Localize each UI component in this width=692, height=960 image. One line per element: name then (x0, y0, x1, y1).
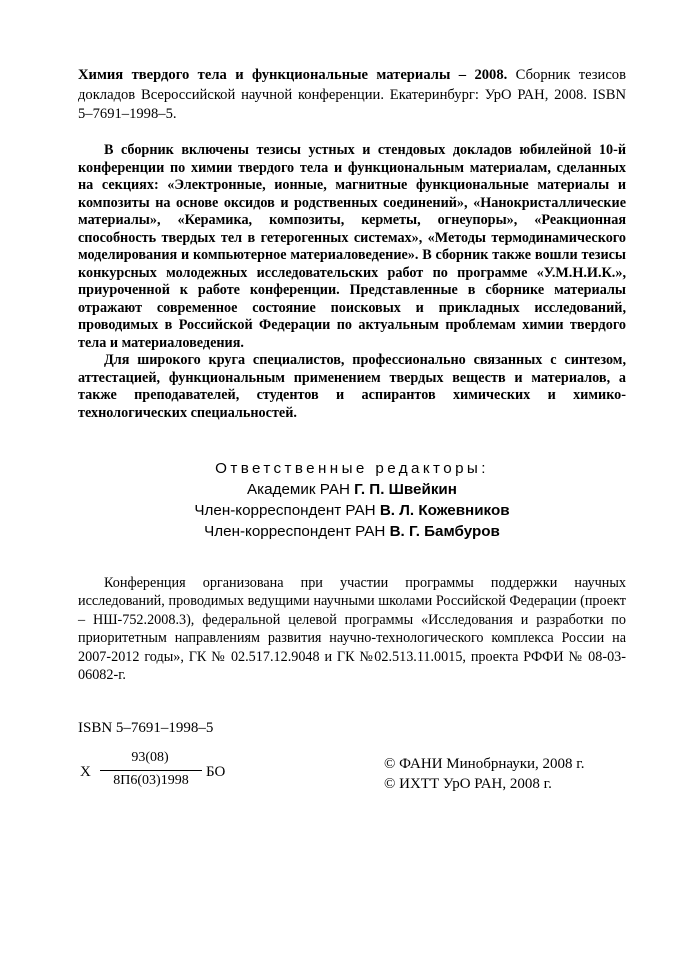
classification-numerator: 93(08) (131, 750, 169, 765)
funding-paragraph: Конференция организована при участии программы поддержки научных исследований, проводимых ведущими научными школами Российской Федерации (проект – НШ-752.2008.3), федеральной целевой программы «Исследования и разработки по приоритетным направлениям развития научно-технологического комплекса России на 2007-2012 годы», ГК № 02.517.12.9048 и ГК №02.513.11.0015, проекта РФФИ № 08-03-06082-г. (78, 575, 626, 684)
classification-prefix: Х (80, 764, 91, 780)
editor-entry (78, 500, 626, 521)
classification-suffix: БО (206, 764, 226, 780)
abstract (78, 142, 626, 422)
classification-denominator: 8П6(03)1998 (113, 773, 189, 788)
editor-entry (78, 479, 626, 500)
editors-block (78, 458, 626, 542)
editor-entry (78, 521, 626, 542)
copyright-line: © ФАНИ Минобрнауки, 2008 г. (384, 756, 585, 772)
editor-role: Член-корреспондент РАН (194, 502, 380, 519)
editor-name: Г. П. Швейкин (354, 481, 457, 498)
editor-name: В. Г. Бамбуров (389, 523, 500, 540)
bibliographic-record (78, 66, 626, 125)
editor-role: Член-корреспондент РАН (204, 523, 390, 540)
editor-role: Академик РАН (247, 481, 355, 498)
editor-name: В. Л. Кожевников (379, 502, 510, 519)
editors-heading: Ответственные редакторы: (215, 460, 489, 477)
isbn-number: ISBN 5–7691–1998–5 (78, 720, 214, 736)
fraction-bar (100, 770, 202, 771)
copyright-block (384, 754, 585, 794)
abstract-paragraph: В сборник включены тезисы устных и стендовых докладов юбилейной 10-й конференции по химии твердого тела и функциональным материалам, сделанных на секциях: «Электронные, ионные, магнитные функциональные материалы и композиты на основе оксидов и родственных соединений», «Нанокристаллические материалы», «Керамика, композиты, керметы, огнеупоры», «Реакционная способность твердых тел в гетерогенных системах», «Методы термодинамического моделирования и компьютерное материаловедение». В сборник также вошли тезисы конкурсных молодежных исследовательских работ по программе «У.М.Н.И.К.», приуроченной к работе конференции. Представленные в сборнике материалы отражают современное состояние поисковых и прикладных исследований, проводимых в Российской Федерации по актуальным проблемам химии твердого тела и материаловедения. (78, 142, 626, 351)
book-title: Химия твердого тела и функциональные материалы – 2008. (78, 67, 508, 83)
bibliographic-details: Сборник тезисов докладов Всероссийской научной конференции. Екатеринбург: УрО РАН, 2008. ISBN 5–7691–1998–5. (78, 67, 626, 123)
abstract-paragraph: Для широкого круга специалистов, профессионально связанных с синтезом, аттестацией, функциональным применением твердых веществ и материалов, а также преподавателей, студентов и аспирантов химических и химико-технологических специальностей. (78, 352, 626, 421)
funding-note (78, 574, 626, 684)
copyright-line: © ИХТТ УрО РАН, 2008 г. (384, 776, 552, 792)
